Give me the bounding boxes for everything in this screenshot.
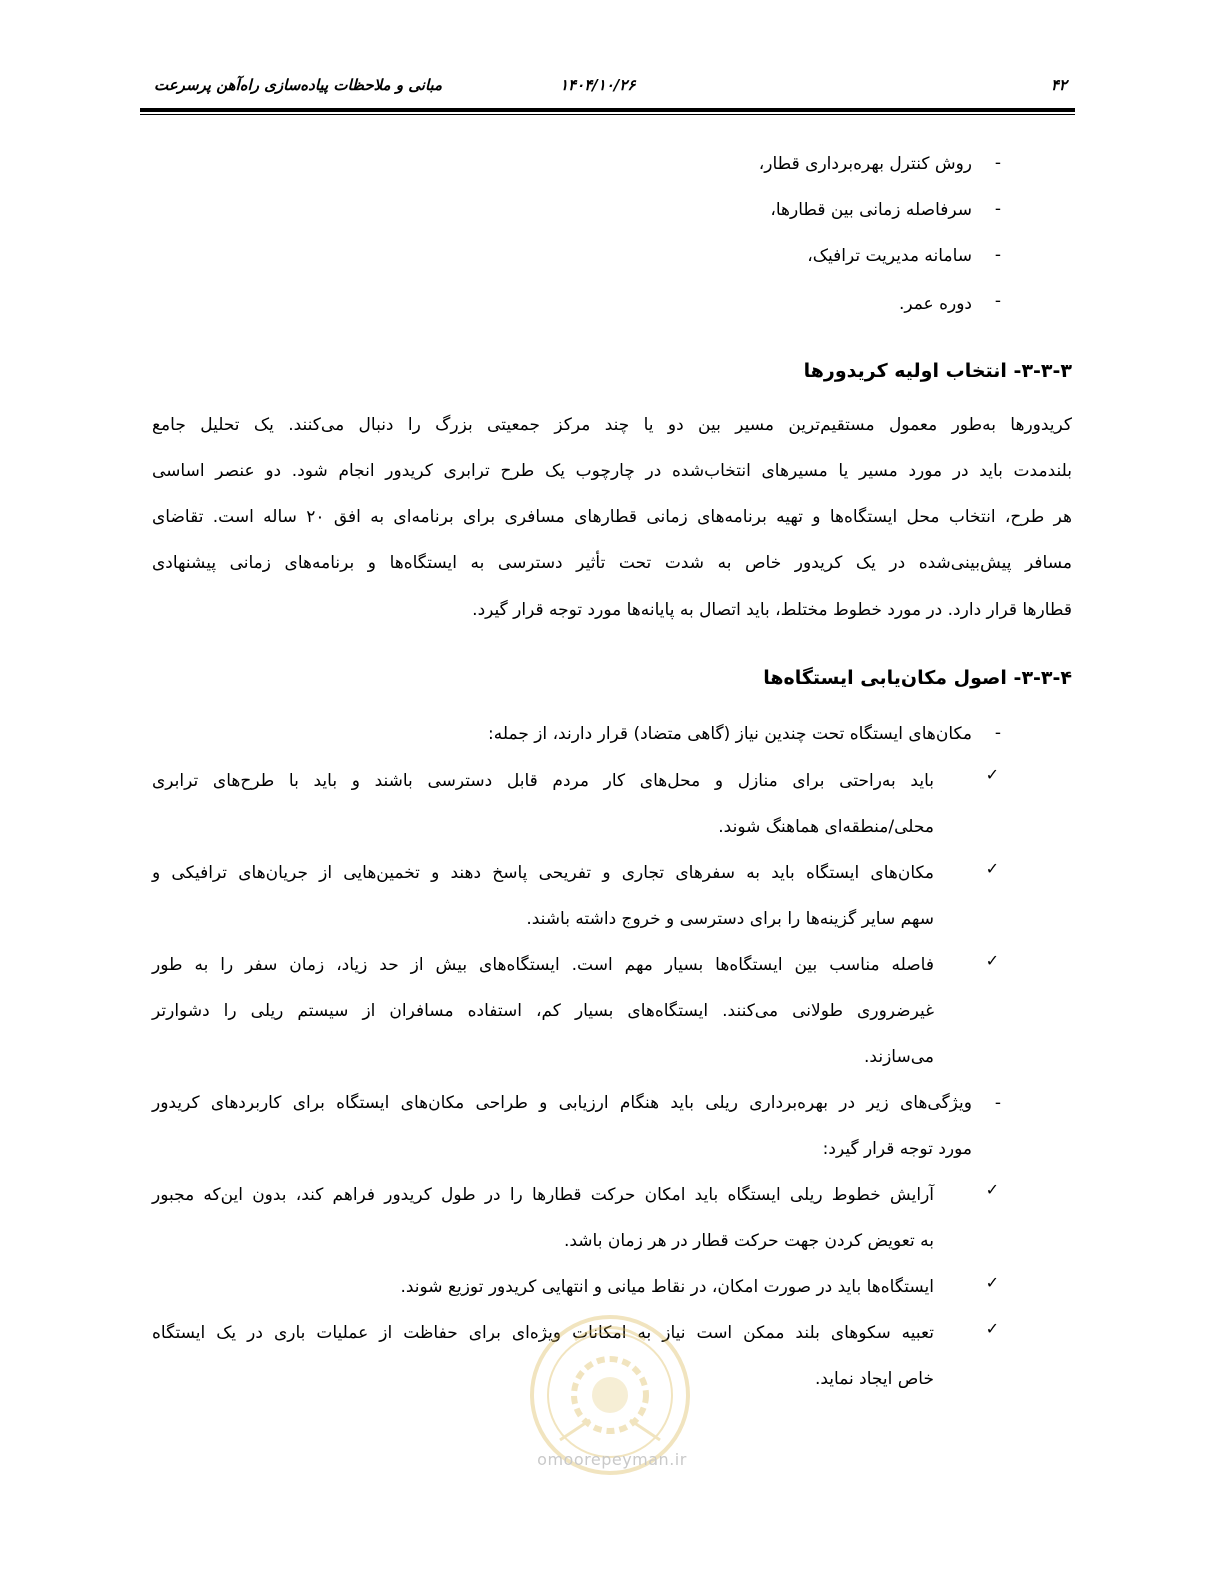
paragraph-line: بلندمدت باید در مورد مسیر یا مسیرهای انتخاب‌شده در چارچوب یک طرح ترابری کریدور انجام شود. دو عنصر اساسی <box>152 461 1072 481</box>
header-rule-thin <box>140 114 1075 115</box>
list-item-line: فاصله مناسب بین ایستگاه‌ها بسیار مهم است. ایستگاه‌های بیش از حد زیاد، زمان سفر را به طور <box>152 955 934 975</box>
header-rule-thick <box>140 108 1075 112</box>
check-icon: ✓ <box>985 951 999 970</box>
list-item-line: خاص ایجاد نماید. <box>814 1369 934 1389</box>
list-item: روش کنترل بهره‌برداری قطار، <box>758 154 972 174</box>
watermark-text: omoorepeyman.ir <box>537 1450 687 1469</box>
list-item-line: ایستگاه‌ها باید در صورت امکان، در نقاط میانی و انتهایی کریدور توزیع شوند. <box>400 1277 934 1297</box>
paragraph-line: هر طرح، انتخاب محل ایستگاه‌ها و تهیه برنامه‌های زمانی قطارهای مسافری برای برنامه‌ای به افق ۲۰ ساله است. تقاضای <box>152 507 1072 527</box>
dash-bullet: - <box>994 153 1001 173</box>
check-icon: ✓ <box>985 1273 999 1292</box>
paragraph-line: قطارها قرار دارد. در مورد خطوط مختلط، باید اتصال به پایانه‌ها مورد توجه قرار گیرد. <box>472 600 1072 620</box>
dash-bullet: - <box>994 199 1001 219</box>
list-item-line: سهم سایر گزینه‌ها را برای دسترسی و خروج داشته باشند. <box>526 909 934 929</box>
list-item-line: مکان‌های ایستگاه باید به سفرهای تجاری و تفریحی پاسخ دهند و تخمین‌هایی از جریان‌های ترافیکی و <box>152 863 934 883</box>
list-item-line: مورد توجه قرار گیرد: <box>822 1139 972 1159</box>
dash-bullet: - <box>994 291 1001 311</box>
list-item-line: غیرضروری طولانی می‌کنند. ایستگاه‌های بسیار کم، استفاده مسافران از سیستم ریلی را دشوارتر <box>152 1001 934 1021</box>
header-date: ۱۴۰۴/۱۰/۲۶ <box>560 76 636 94</box>
paragraph-line: مسافر پیش‌بینی‌شده در یک کریدور خاص به شدت تحت تأثیر دسترسی به ایستگاه‌ها و برنامه‌های زمانی پیشنهادی <box>152 553 1072 573</box>
list-item-line: تعبیه سکوهای بلند ممکن است نیاز به امکانات ویژه‌ای برای حفاظت از عملیات باری در یک ایستگاه <box>152 1323 934 1343</box>
dash-bullet: - <box>994 1093 1001 1113</box>
list-item-line: باید به‌راحتی برای منازل و محل‌های کار مردم قابل دسترسی باشند و باید با طرح‌های ترابری <box>152 771 934 791</box>
paragraph-line: کریدورها به‌طور معمول مستقیم‌ترین مسیر بین دو یا چند مرکز جمعیتی بزرگ را دنبال می‌کنند. یک تحلیل جامع <box>152 415 1072 435</box>
section-heading: ۳-۳-۴- اصول مکان‌یابی ایستگاه‌ها <box>763 667 1072 689</box>
list-item-line: آرایش خطوط ریلی ایستگاه باید امکان حرکت قطارها را در طول کریدور فراهم کند، بدون این‌که مجبور <box>152 1185 934 1205</box>
list-item: سرفاصله زمانی بین قطارها، <box>770 200 972 220</box>
list-item: سامانه مدیریت ترافیک، <box>807 246 972 266</box>
dash-bullet: - <box>994 245 1001 265</box>
list-item-line: ویژگی‌های زیر در بهره‌برداری ریلی باید هنگام ارزیابی و طراحی مکان‌های ایستگاه برای کاربردهای کریدور <box>152 1093 972 1113</box>
section-heading: ۳-۳-۳- انتخاب اولیه کریدورها <box>803 360 1072 382</box>
list-item-line: محلی/منطقه‌ای هماهنگ شوند. <box>718 817 934 837</box>
list-item: دوره عمر. <box>898 294 972 314</box>
dash-bullet: - <box>994 723 1001 743</box>
list-item: مکان‌های ایستگاه تحت چندین نیاز (گاهی متضاد) قرار دارند، از جمله: <box>488 724 972 744</box>
check-icon: ✓ <box>985 1319 999 1338</box>
check-icon: ✓ <box>985 859 999 878</box>
header-title: مبانی و ملاحظات پیاده‌سازی راه‌آهن پرسرعت <box>154 76 443 94</box>
check-icon: ✓ <box>985 1180 999 1199</box>
list-item-line: می‌سازند. <box>864 1047 934 1067</box>
check-icon: ✓ <box>985 765 999 784</box>
list-item-line: به تعویض کردن جهت حرکت قطار در هر زمان باشد. <box>563 1231 934 1251</box>
page-number: ۴۲ <box>1050 76 1067 94</box>
